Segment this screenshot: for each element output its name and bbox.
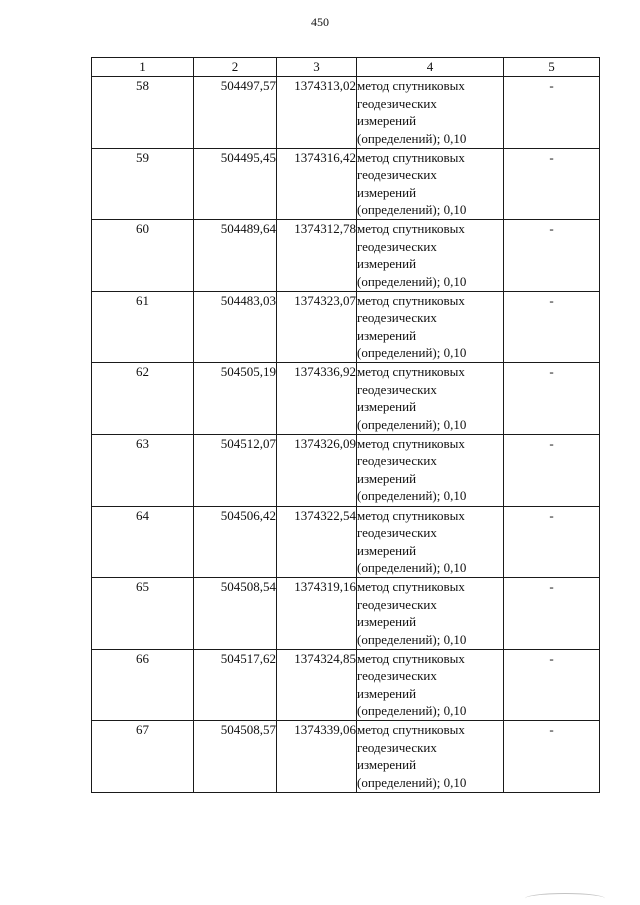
method-text-line: (определений); 0,10 xyxy=(357,345,467,361)
method-text-line: измерений xyxy=(357,327,417,343)
y-coordinate-cell: 1374336,92 xyxy=(277,363,357,435)
point-number-cell: 59 xyxy=(92,148,194,220)
method-text-line: метод спутниковых xyxy=(357,722,465,738)
table-row xyxy=(92,721,600,793)
note-cell: - xyxy=(504,721,600,793)
method-text-line: метод спутниковых xyxy=(357,149,465,165)
x-coordinate-cell: 504483,03 xyxy=(194,291,277,363)
table-row xyxy=(92,220,600,292)
table-row xyxy=(92,506,600,578)
method-cell xyxy=(357,291,504,363)
table-row xyxy=(92,291,600,363)
coordinates-table xyxy=(91,57,600,793)
table-row xyxy=(92,77,600,149)
x-coordinate-cell: 504506,42 xyxy=(194,506,277,578)
method-text-line: геодезических xyxy=(357,95,437,111)
method-text-line: (определений); 0,10 xyxy=(357,130,467,146)
x-coordinate-cell: 504489,64 xyxy=(194,220,277,292)
method-text-line: геодезических xyxy=(357,668,437,684)
note-cell: - xyxy=(504,291,600,363)
method-text-line: измерений xyxy=(357,614,417,630)
x-coordinate-cell: 504497,57 xyxy=(194,77,277,149)
method-text-line: измерений xyxy=(357,399,417,415)
method-text-line: метод спутниковых xyxy=(357,364,465,380)
note-cell: - xyxy=(504,649,600,721)
x-coordinate-cell: 504517,62 xyxy=(194,649,277,721)
column-header-3: 3 xyxy=(277,58,357,77)
note-cell: - xyxy=(504,220,600,292)
method-cell xyxy=(357,721,504,793)
method-cell xyxy=(357,148,504,220)
table-row xyxy=(92,649,600,721)
method-cell xyxy=(357,578,504,650)
column-header-1: 1 xyxy=(92,58,194,77)
column-header-4: 4 xyxy=(357,58,504,77)
method-text-line: измерений xyxy=(357,685,417,701)
point-number-cell: 67 xyxy=(92,721,194,793)
table-row xyxy=(92,578,600,650)
y-coordinate-cell: 1374339,06 xyxy=(277,721,357,793)
method-cell xyxy=(357,434,504,506)
method-text-line: измерений xyxy=(357,113,417,128)
page-number: 450 xyxy=(311,15,329,29)
table-row xyxy=(92,434,600,506)
table-header-row xyxy=(92,58,600,77)
method-text-line: метод спутниковых xyxy=(357,435,465,451)
x-coordinate-cell: 504508,54 xyxy=(194,578,277,650)
note-cell: - xyxy=(504,148,600,220)
method-text-line: измерений xyxy=(357,542,417,558)
point-number-cell: 62 xyxy=(92,363,194,435)
y-coordinate-cell: 1374316,42 xyxy=(277,148,357,220)
method-text-line: (определений); 0,10 xyxy=(357,631,467,647)
method-text-line: геодезических xyxy=(357,381,437,397)
method-cell xyxy=(357,506,504,578)
method-text-line: (определений); 0,10 xyxy=(357,416,467,432)
point-number-cell: 61 xyxy=(92,291,194,363)
method-text-line: геодезических xyxy=(357,238,437,254)
method-text-line: измерений xyxy=(357,757,417,773)
method-cell xyxy=(357,649,504,721)
method-text-line: измерений xyxy=(357,184,417,200)
method-text-line: метод спутниковых xyxy=(357,292,465,308)
x-coordinate-cell: 504512,07 xyxy=(194,434,277,506)
y-coordinate-cell: 1374324,85 xyxy=(277,649,357,721)
note-cell: - xyxy=(504,363,600,435)
method-text-line: геодезических xyxy=(357,167,437,183)
y-coordinate-cell: 1374326,09 xyxy=(277,434,357,506)
method-text-line: измерений xyxy=(357,470,417,486)
column-header-5: 5 xyxy=(504,58,600,77)
method-text-line: метод спутниковых xyxy=(357,221,465,237)
method-cell xyxy=(357,77,504,149)
x-coordinate-cell: 504505,19 xyxy=(194,363,277,435)
point-number-cell: 63 xyxy=(92,434,194,506)
y-coordinate-cell: 1374322,54 xyxy=(277,506,357,578)
method-text-line: метод спутниковых xyxy=(357,650,465,666)
table-row xyxy=(92,363,600,435)
method-text-line: (определений); 0,10 xyxy=(357,774,467,790)
method-text-line: (определений); 0,10 xyxy=(357,703,467,719)
table-row xyxy=(92,148,600,220)
x-coordinate-cell: 504508,57 xyxy=(194,721,277,793)
point-number-cell: 65 xyxy=(92,578,194,650)
y-coordinate-cell: 1374312,78 xyxy=(277,220,357,292)
method-text-line: измерений xyxy=(357,256,417,272)
method-cell xyxy=(357,220,504,292)
method-text-line: метод спутниковых xyxy=(357,507,465,523)
corner-mark xyxy=(525,893,605,904)
method-text-line: геодезических xyxy=(357,525,437,541)
method-text-line: геодезических xyxy=(357,739,437,755)
table-body xyxy=(92,77,600,793)
y-coordinate-cell: 1374319,16 xyxy=(277,578,357,650)
point-number-cell: 60 xyxy=(92,220,194,292)
point-number-cell: 64 xyxy=(92,506,194,578)
method-text-line: метод спутниковых xyxy=(357,579,465,595)
y-coordinate-cell: 1374323,07 xyxy=(277,291,357,363)
method-text-line: геодезических xyxy=(357,310,437,326)
point-number-cell: 58 xyxy=(92,77,194,149)
method-text-line: (определений); 0,10 xyxy=(357,488,467,504)
note-cell: - xyxy=(504,578,600,650)
x-coordinate-cell: 504495,45 xyxy=(194,148,277,220)
column-header-2: 2 xyxy=(194,58,277,77)
method-text-line: (определений); 0,10 xyxy=(357,273,467,289)
method-text-line: геодезических xyxy=(357,453,437,469)
method-text-line: метод спутниковых xyxy=(357,78,465,93)
method-text-line: геодезических xyxy=(357,596,437,612)
point-number-cell: 66 xyxy=(92,649,194,721)
note-cell: - xyxy=(504,506,600,578)
method-text-line: (определений); 0,10 xyxy=(357,560,467,576)
method-text-line: (определений); 0,10 xyxy=(357,202,467,218)
y-coordinate-cell: 1374313,02 xyxy=(277,77,357,149)
note-cell: - xyxy=(504,77,600,149)
note-cell: - xyxy=(504,434,600,506)
method-cell xyxy=(357,363,504,435)
